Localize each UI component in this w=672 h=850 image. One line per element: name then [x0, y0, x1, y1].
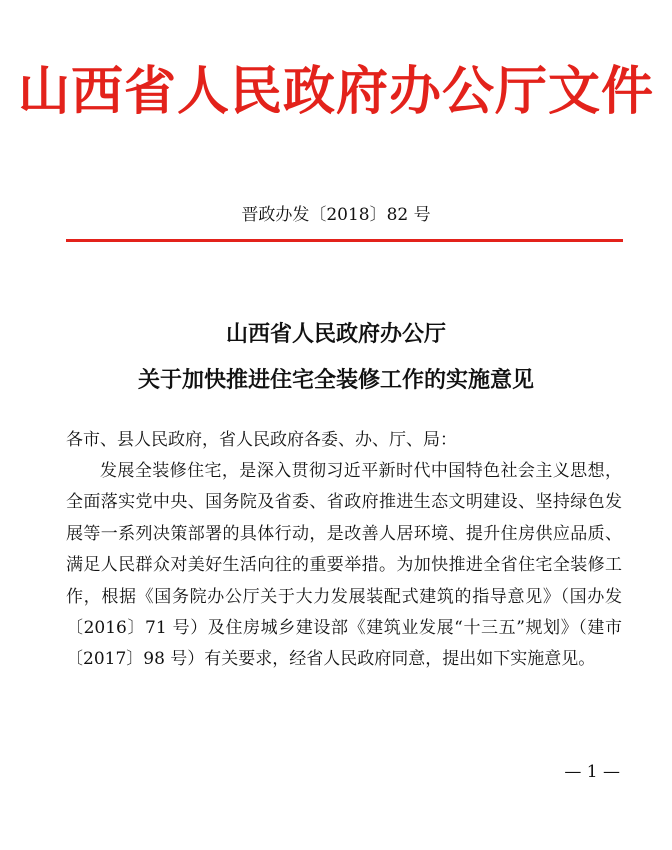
- addressee: 各市、县人民政府，省人民政府各委、办、厅、局：: [66, 430, 457, 450]
- page-number: — 1 —: [564, 762, 620, 782]
- document-title-line-1: 山西省人民政府办公厅: [225, 321, 446, 347]
- document-number: 晋政办发〔2018〕82 号: [241, 205, 431, 225]
- red-separator-line: [66, 239, 623, 242]
- document-header-title: 山西省人民政府办公厅文件: [17, 61, 654, 122]
- body-paragraph: 发展全装修住宅，是深入贯彻习近平新时代中国特色社会主义思想，全面落实党中央、国务院及省委、省政府推进生态文明建设、坚持绿色发展等一系列决策部署的具体行动，是改善人居环境、提升住房供应品质、满足人民群众对美好生活向往的重要举措。为加快推进全省住宅全装修工作，根据《国务院办公厅关于大力发展装配式建筑的指导意见》（国办发〔2016〕71 号）及住房城乡建设部《建筑业发展“十三五”规划》（建市〔2017〕98 号）有关要求，经省人民政府同意，提出如下实施意见。: [66, 461, 622, 670]
- document-title-line-2: 关于加快推进住宅全装修工作的实施意见: [137, 367, 534, 393]
